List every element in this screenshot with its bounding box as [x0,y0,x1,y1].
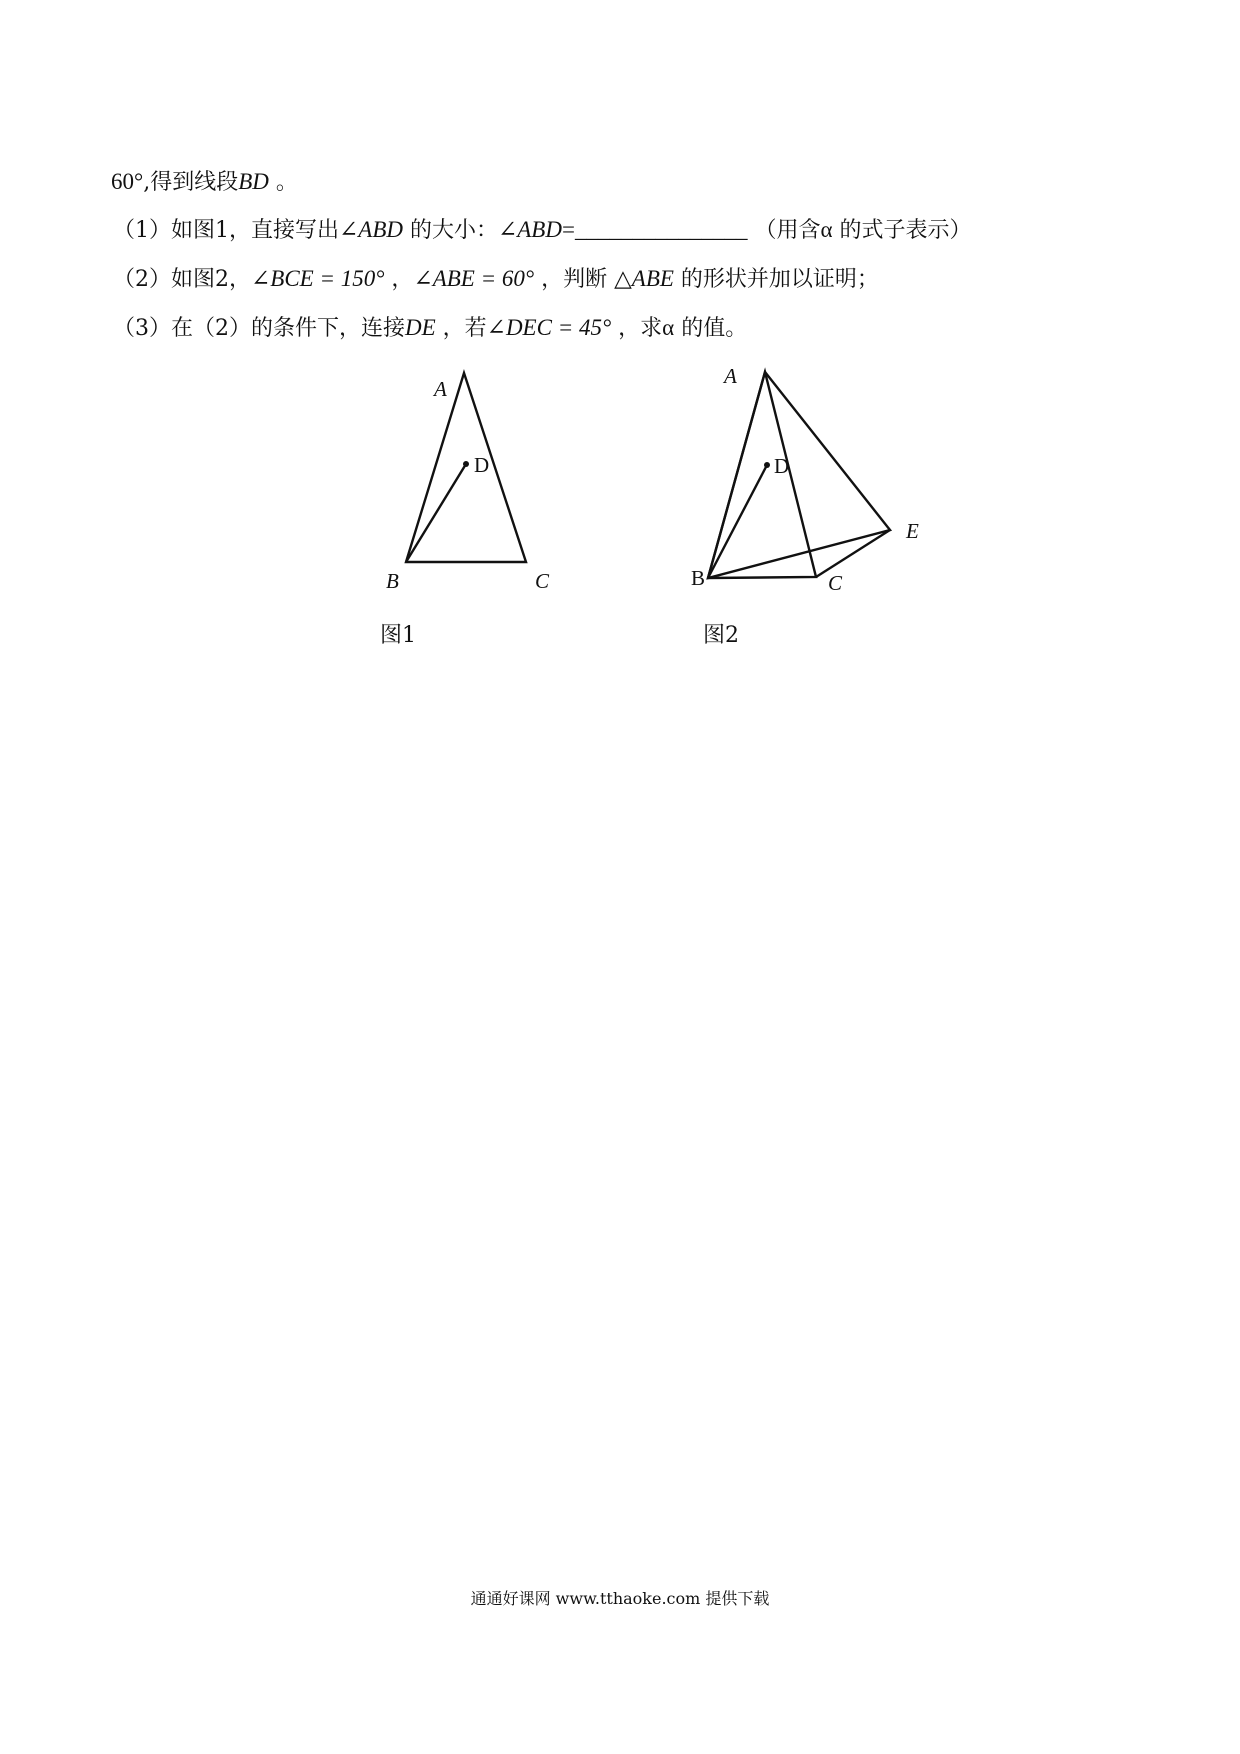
q3-segment: DE [405,315,436,340]
q1-number: （1） [113,218,171,243]
q3-number: （3） [113,316,171,341]
label-d: D [774,454,790,478]
q3-text-4: 的值。 [674,316,748,341]
intro-text: ,得到线段 [143,170,239,195]
label-c: C [828,571,843,595]
q2-triangle: △ABE [614,266,674,291]
q2-text-1: 如图2， [171,267,251,292]
question-2 [113,264,879,295]
intro-line [111,167,298,198]
q2-text-2: ，判断 [534,267,615,292]
q1-answer-blank: _______________ [574,217,748,242]
figure-1-caption: 图1 [380,623,416,648]
label-c: C [535,569,550,593]
point-d [463,461,469,467]
q1-equals: = [561,217,575,242]
intro-end: 。 [268,170,298,195]
label-e: E [906,519,919,543]
page-footer: 通通好课网 www.tthaoke.com 提供下载 [470,1589,770,1608]
q1-angle-2: ∠ABD [497,217,562,242]
q1-text-3: （用含 [747,218,821,243]
question-1 [113,215,972,246]
q1-text-2: 的大小： [402,218,498,243]
label-d: D [474,453,490,477]
q3-text-1: 在（2）的条件下，连接 [171,316,405,341]
segment-ce [816,530,890,577]
segment-bd [406,464,466,562]
q1-text-1: 如图1，直接写出 [171,218,339,243]
label-b: B [386,569,399,593]
question-3 [113,313,747,344]
label-b: B [691,566,706,590]
label-a: A [724,364,737,388]
q2-separator: ， [384,267,414,292]
intro-degree: 60° [111,169,144,194]
q3-alpha: α [662,315,675,340]
figure-1 [370,360,570,600]
q3-text-2: ，若 [435,316,487,341]
q2-text-3: 的形状并加以证明； [673,267,879,292]
q2-number: （2） [113,267,171,292]
figure-2-caption: 图2 [703,623,739,648]
q1-alpha: α [820,217,833,242]
point-d [764,462,770,468]
segment-bd [708,465,767,578]
q2-condition-2: ∠ABE = 60° [413,266,535,291]
q3-text-3: ，求 [611,316,663,341]
label-a: A [434,377,447,401]
q2-condition-1: ∠BCE = 150° [251,266,385,291]
q3-condition: ∠DEC = 45° [486,315,612,340]
q1-text-4: 的式子表示） [832,218,972,243]
q1-angle: ∠ABD [339,217,403,242]
intro-segment: BD [238,169,269,194]
figure-2 [680,355,950,595]
